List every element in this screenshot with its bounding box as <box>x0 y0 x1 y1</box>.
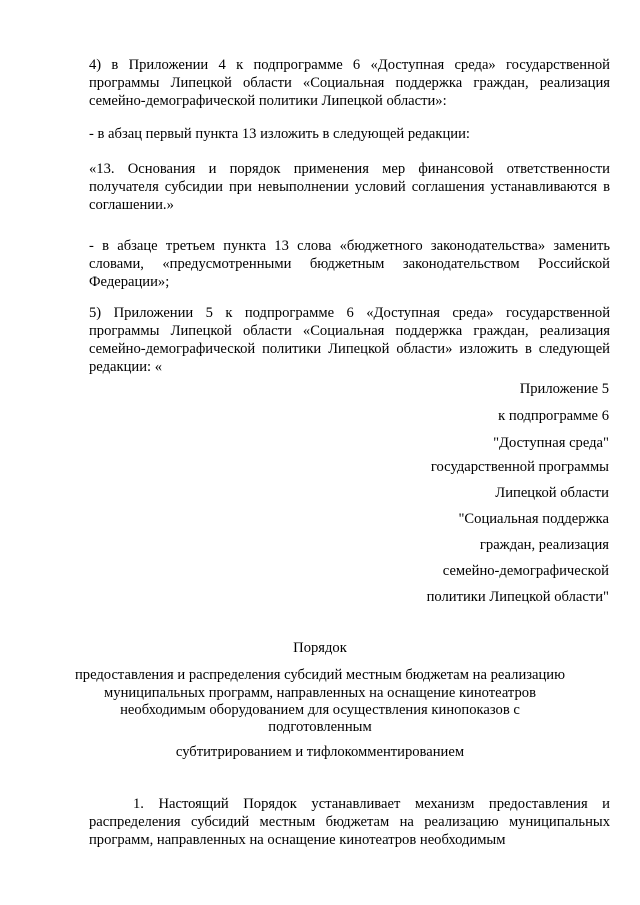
appendix-header-line: "Доступная среда" <box>493 435 609 451</box>
appendix-header-line: граждан, реализация <box>479 537 609 553</box>
paragraph-amendment-4: 4) в Приложении 4 к подпрограмме 6 «Доступная среда» государственной программы Липецкой области «Социальная поддержка граждан, реализация семейно-демографической политики Липецкой области»: <box>89 57 610 109</box>
appendix-header-line: Приложение 5 <box>519 381 609 397</box>
procedure-title-line: необходимым оборудованием для осуществления кинопоказов с <box>120 702 520 718</box>
procedure-title-line: субтитрированием и тифлокомментированием <box>175 744 465 760</box>
procedure-title-line: предоставления и распределения субсидий местным бюджетам на реализацию <box>74 667 566 683</box>
appendix-header-line: Липецкой области <box>495 485 609 501</box>
procedure-title-line: муниципальных программ, направленных на оснащение кинотеатров <box>104 685 536 701</box>
procedure-item-1: 1. Настоящий Порядок устанавливает механизм предоставления и распределения субсидий местным бюджетам на реализацию муниципальных программ, направленных на оснащение кинотеатров необходимым <box>89 796 610 848</box>
appendix-header-line: "Социальная поддержка <box>458 511 609 527</box>
appendix-header-line: к подпрограмме 6 <box>498 408 609 424</box>
paragraph-first-indent: - в абзац первый пункта 13 изложить в следующей редакции: <box>89 126 470 142</box>
paragraph-clause-13: «13. Основания и порядок применения мер финансовой ответственности получателя субсидии при невыполнении условий соглашения устанавливаются в соглашении.» <box>89 161 610 213</box>
procedure-title-line: подготовленным <box>268 719 372 735</box>
appendix-header-line: политики Липецкой области" <box>426 589 609 605</box>
appendix-header-line: государственной программы <box>430 459 609 475</box>
appendix-header-line: семейно-демографической <box>442 563 609 579</box>
paragraph-third-indent: - в абзаце третьем пункта 13 слова «бюджетного законодательства» заменить словами, «предусмотренными бюджетным законодательством Российской Федерации»; <box>89 238 610 290</box>
paragraph-amendment-5: 5) Приложении 5 к подпрограмме 6 «Доступная среда» государственной программы Липецкой области «Социальная поддержка граждан, реализация семейно-демографической политики Липецкой области» изложить в следующей редакции: « <box>89 305 610 375</box>
procedure-heading: Порядок <box>293 640 347 656</box>
